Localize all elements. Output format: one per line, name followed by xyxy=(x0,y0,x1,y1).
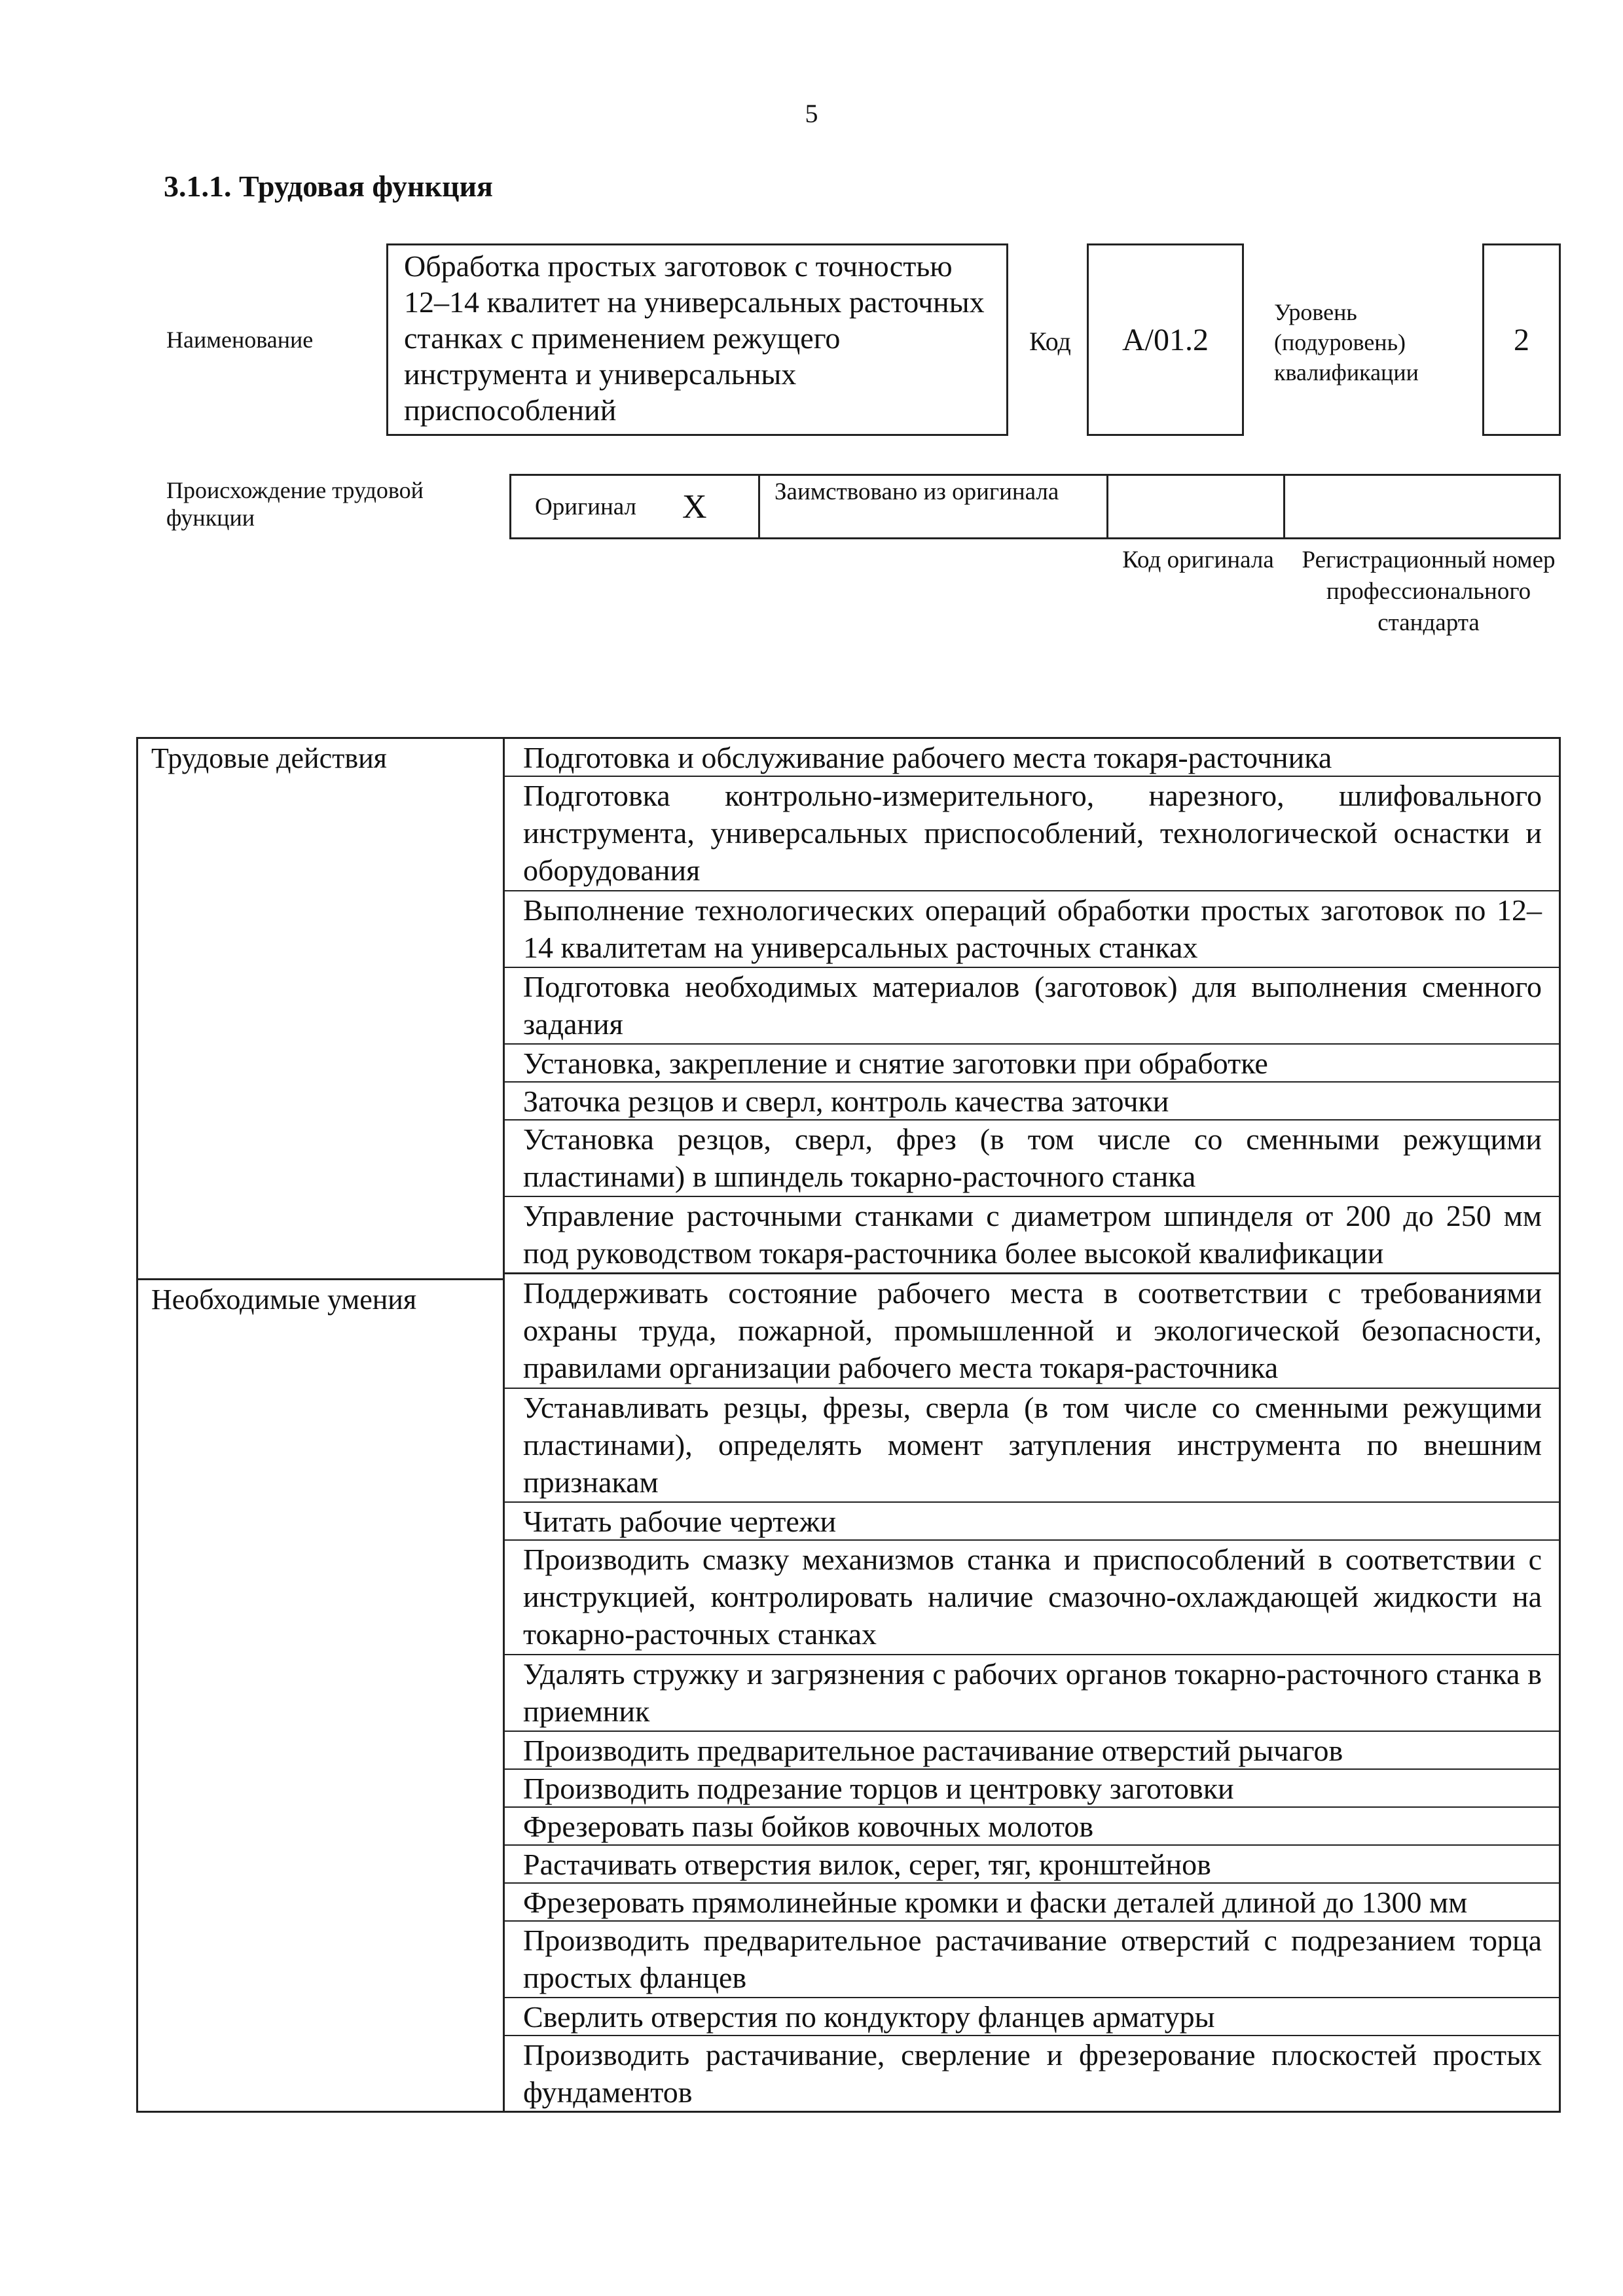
row-text: Поддерживать состояние рабочего места в соответствии с требованиями охраны труда, пожарной, промышленной и экологической безопасности, правилами организации рабочего места токаря-расточника xyxy=(523,1276,1542,1385)
table-row xyxy=(505,1541,1559,1655)
row-text: Производить смазку механизмов станка и приспособлений в соответствии с инструкцией, контролировать наличие смазочно-охлаждающей жидкости на токарно-расточных станках xyxy=(523,1543,1542,1651)
original-cell xyxy=(511,476,760,537)
table-row xyxy=(505,1083,1559,1121)
table-row xyxy=(505,1503,1559,1541)
function-table xyxy=(136,737,1561,2113)
table-row xyxy=(505,891,1559,968)
row-text: Подготовка контрольно-измерительного, нарезного, шлифовального инструмента, универсальных приспособлений, технологической оснастки и оборудования xyxy=(523,779,1542,887)
table-row xyxy=(505,1732,1559,1770)
name-label: Наименование xyxy=(166,327,314,353)
table-row xyxy=(505,1770,1559,1808)
row-text: Растачивать отверстия вилок, серег, тяг, кронштейнов xyxy=(523,1847,1211,1881)
reg-number-cell xyxy=(1285,476,1559,537)
row-text: Выполнение технологических операций обработки простых заготовок по 12–14 квалитетам на универсальных расточных станках xyxy=(523,893,1542,964)
table-row xyxy=(505,1389,1559,1503)
origin-label: Происхождение трудовой функции xyxy=(166,477,424,531)
row-text: Сверлить отверстия по кондуктору фланцев арматуры xyxy=(523,2000,1215,2034)
code-value-box xyxy=(1087,243,1244,436)
code-label: Код xyxy=(1029,327,1071,356)
row-text: Производить предварительное растачивание отверстий рычагов xyxy=(523,1733,1343,1767)
row-text: Фрезеровать пазы бойков ковочных молотов xyxy=(523,1809,1094,1843)
row-text: Подготовка необходимых материалов (заготовок) для выполнения сменного задания xyxy=(523,969,1542,1041)
code-value: А/01.2 xyxy=(1122,322,1209,357)
table-row xyxy=(505,1884,1559,1922)
name-value-box xyxy=(386,243,1008,436)
row-text: Установка резцов, сверл, фрез (в том числе со сменными режущими пластинами) в шпиндель токарно-расточного станка xyxy=(523,1122,1542,1193)
code-original-caption: Код оригинала xyxy=(1122,547,1274,573)
original-label: Оригинал xyxy=(535,493,637,520)
table-row xyxy=(505,1808,1559,1846)
code-original-cell xyxy=(1108,476,1285,537)
reg-number-caption: Регистрационный номер профессионального стандарта xyxy=(1302,547,1556,636)
row-text: Подготовка и обслуживание рабочего места токаря-расточника xyxy=(523,741,1332,774)
table-row xyxy=(505,1846,1559,1884)
origin-table xyxy=(509,474,1561,539)
section-title: 3.1.1. Трудовая функция xyxy=(164,170,493,203)
table-row xyxy=(505,1274,1559,1389)
row-text: Производить предварительное растачивание отверстий с подрезанием торца простых фланцев xyxy=(523,1923,1542,1994)
row-text: Установка, закрепление и снятие заготовки при обработке xyxy=(523,1046,1268,1080)
level-label: Уровень (подуровень) квалификации xyxy=(1274,299,1419,386)
table-row xyxy=(505,1922,1559,1998)
row-text: Заточка резцов и сверл, контроль качества заточки xyxy=(523,1084,1169,1118)
row-text: Производить подрезание торцов и центровку заготовки xyxy=(523,1771,1234,1805)
row-text: Управление расточными станками с диаметром шпинделя от 200 до 250 мм под руководством токаря-расточника более высокой квалификации xyxy=(523,1198,1542,1270)
table-row xyxy=(505,2036,1559,2111)
table-row xyxy=(505,1655,1559,1732)
items-column xyxy=(505,739,1559,2111)
row-text: Фрезеровать прямолинейные кромки и фаски деталей длиной до 1300 мм xyxy=(523,1885,1468,1919)
level-value-box xyxy=(1482,243,1561,436)
original-mark: X xyxy=(682,488,707,526)
table-row xyxy=(505,968,1559,1045)
row-text: Устанавливать резцы, фрезы, сверла (в том числе со сменными режущими пластинами), определять момент затупления инструмента по внешним признакам xyxy=(523,1390,1542,1499)
label-column xyxy=(138,739,505,2111)
table-row xyxy=(505,777,1559,891)
table-row xyxy=(505,1998,1559,2036)
table-row xyxy=(505,1121,1559,1197)
row-text: Производить растачивание, сверление и фрезерование плоскостей простых фундаментов xyxy=(523,2037,1542,2109)
row-text: Читать рабочие чертежи xyxy=(523,1505,837,1539)
table-row xyxy=(505,739,1559,777)
level-value: 2 xyxy=(1514,322,1529,357)
name-value: Обработка простых заготовок с точностью 12–14 квалитет на универсальных расточных станках с применением режущего инструмента и универсальных приспособлений xyxy=(404,249,985,427)
borrowed-cell: Заимствовано из оригинала xyxy=(760,476,1108,537)
skills-label: Необходимые умения xyxy=(138,1278,503,2111)
page-number: 5 xyxy=(805,99,818,128)
row-text: Удалять стружку и загрязнения с рабочих органов токарно-расточного станка в приемник xyxy=(523,1657,1542,1728)
table-row xyxy=(505,1045,1559,1083)
table-row xyxy=(505,1197,1559,1275)
actions-label: Трудовые действия xyxy=(151,742,387,774)
